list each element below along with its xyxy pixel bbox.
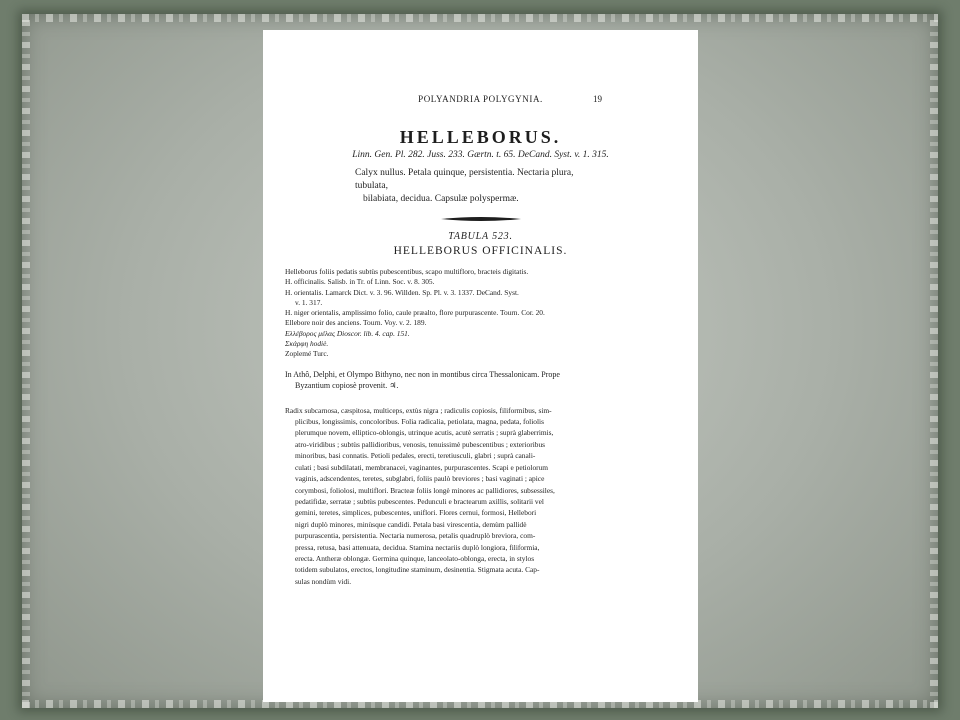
running-head: POLYANDRIA POLYGYNIA. [418,94,543,104]
ornament-rule-icon [441,216,521,222]
description-line: totidem subulatos, erectos, longitudine staminum, desinentia. Stigmata acuta. Cap- [295,565,540,575]
description-line: Radix subcarnosa, cæspitosa, multiceps, extùs nigra ; radiculis copiosis, filiformibus, sim- [285,405,552,415]
description-line: erecta. Antheræ oblongæ. Germina quinque, lanceolato-oblonga, erecta, in stylos [295,553,535,563]
description-line: pressa, retusa, basi attenuata, decidua. Stamina nectariis duplò longiora, filiformia, [295,542,540,552]
book-page [263,30,698,702]
description-line: sulas nondùm vidi. [295,576,352,586]
synonym-line: Helleborus foliis pedatis subtùs pubescentibus, scapo multifloro, bracteis digitatis. [285,267,529,276]
species-title: HELLEBORUS OFFICINALIS. [393,245,568,257]
habitat-line: Byzantium copiosè provenit. ♃. [295,380,399,390]
torn-edge-top [22,14,938,22]
habitat-line: In Athô, Delphi, et Olympo Bithyno, nec non in montibus circa Thessalonicam. Prope [285,369,560,379]
description-line: gemini, teretes, simplices, pubescentes, uniflori. Flores cernui, formosi, Hellebori [295,508,537,518]
synonym-line: H. officinalis. Salisb. in Tr. of Linn. Soc. v. 8. 305. [285,277,435,287]
description-line: culati ; basi subdilatati, membranacei, vaginantes, purpurascentes. Scapi e petiolorum [295,462,549,472]
synonym-line: H. orientalis. Lamarck Dict. v. 3. 96. Willden. Sp. Pl. v. 3. 1337. DeCand. Syst. [285,287,519,297]
synonym-line: Ellebore noir des anciens. Tourn. Voy. v. 2. 189. [285,318,427,328]
synonym-line: v. 1. 317. [295,297,323,307]
torn-edge-left [22,14,30,708]
genus-character-line: Calyx nullus. Petala quinque, persistentia. Nectaria plura, tubulata, [355,168,574,191]
synonym-line: Ελλέβορος μέλας Dioscor. lib. 4. cap. 151. [285,328,410,338]
genus-title: HELLEBORUS. [399,127,562,147]
genus-character-line: bilabiata, decidua. Capsulæ polyspermæ. [363,194,519,204]
page-number: 19 [593,94,602,104]
plate-number: TABULA 523. [448,231,513,242]
synonym-line: H. niger orientalis, amplissimo folio, caule præalto, flore purpurascente. Tourn. Cor. 20. [285,308,545,318]
synonym-line: Zoplemé Turc. [285,349,329,359]
habitat [285,369,676,391]
genus-references: Linn. Gen. Pl. 282. Juss. 233. Gærtn. t. 65. DeCand. Syst. v. 1. 315. [352,150,609,160]
description-line: pedatifidæ, serratæ ; subtùs pubescentes. Pedunculi e bractearum axillis, solitarii vel [295,496,544,506]
synonymy [285,267,676,360]
synonym-line: Σκάρφη hodiè. [285,339,329,349]
description-line: plicibus, longissimis, concoloribus. Folia radicalia, petiolata, magna, pedata, foliolis [295,417,544,427]
description-line: atro-viridibus ; subtùs pallidioribus, venosis, tenuissimè pubescentibus ; exterioribus [295,439,546,449]
description-line: nigri duplò minores, minùsque candidi. Petala basi virescentia, demùm pallidè [295,519,527,529]
description-line: minoribus, basi connatis. Petioli pedales, erecti, teretiusculi, glabri ; suprà canali- [295,451,536,461]
description [285,405,676,588]
description-line: purpurascentia, persistentia. Nectaria numerosa, petalis quadruplò breviora, com- [295,531,536,541]
description-line: corymbosi, foliolosi, multiflori. Bracteæ foliis longè minores ac pallidiores, subsessiles, [295,485,555,495]
description-line: vaginis, adscendentes, teretes, subglabri, foliis paulò breviores ; basi vaginati ; apice [295,474,545,484]
genus-character [355,167,595,206]
description-line: plerumque novem, elliptico-oblongis, utrinque acutis, acutè serratis ; suprà glaberrimis, [295,428,554,438]
torn-edge-right [930,14,938,708]
